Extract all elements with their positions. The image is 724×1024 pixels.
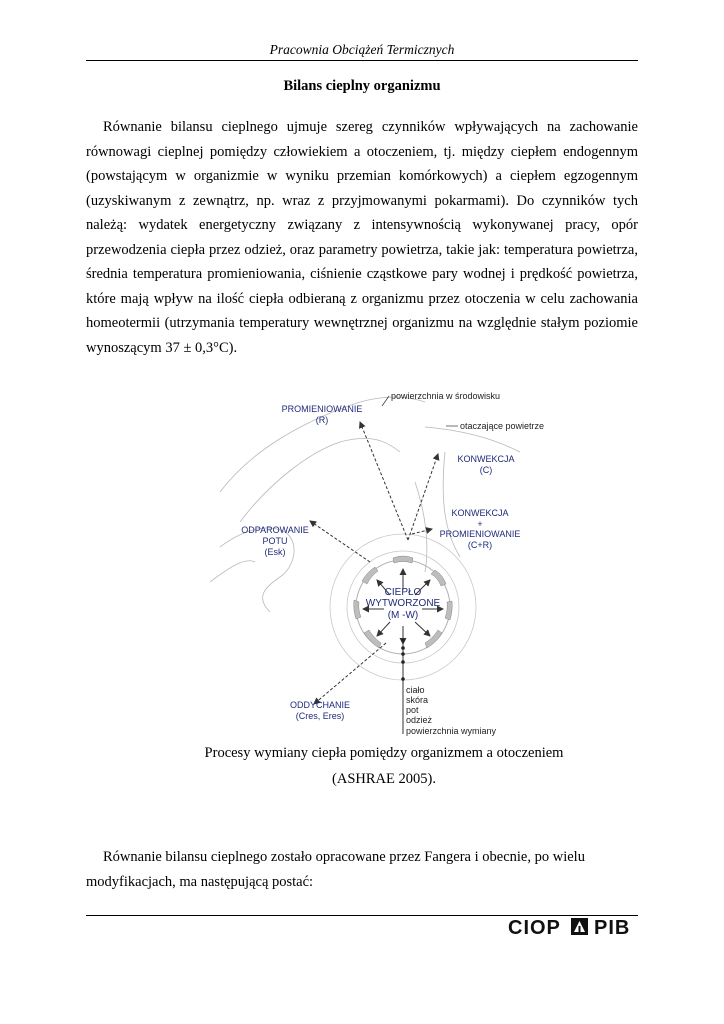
label-radiation: PROMIENIOWANIE	[281, 404, 363, 414]
label-conv-rad-1: KONWEKCJA	[451, 508, 509, 518]
label-respiration: ODDYCHANIE	[289, 700, 351, 710]
arrow-respiration	[314, 643, 386, 704]
logo-ciop-text: CIOP	[508, 917, 561, 937]
label-conv-rad-plus: +	[477, 519, 483, 529]
figure-caption-line1: Procesy wymiany ciepła pomiędzy organizmem a otoczeniem	[204, 745, 564, 761]
layer-indicator	[401, 636, 405, 734]
heat-exchange-diagram	[210, 382, 550, 742]
label-surface-env: powierzchnia w środowisku	[391, 391, 501, 401]
header-divider	[86, 60, 638, 61]
label-radiation-symbol: (R)	[315, 415, 329, 425]
label-conv-rad-symbol: (C+R)	[467, 540, 493, 550]
label-convection: KONWEKCJA	[457, 454, 515, 464]
layer-label-exchange-surface: powierzchnia wymiany	[406, 726, 497, 736]
intro-paragraph: Równanie bilansu cieplnego ujmuje szereg czynników wpływających na zachowanie równowagi cieplnej pomiędzy człowiekiem a otoczeniem, tj. między ciepłem endogennym (powstającym w organizmie w wyniku przemian komórkowych) a ciepłem egzogennym (uzyskiwanym z zewnątrz, np. wraz z przyjmowanymi pokarmami). Do czynników tych należą: wydatek energetyczny związany z intensywnością wykonywanej pracy, opór przewodzenia ciepła przez odzież, oraz parametry powietrza, takie jak: temperatura powietrza, średnia temperatura promieniowania, ciśnienie cząstkowe pary wodnej i prędkość powietrza, które mają wpływ na ilość ciepła odbieraną z organizmu przez otoczenia w celu zachowania homeotermii (utrzymania temperatury wewnętrznej organizmu na względnie stałym poziomie wynoszącym 37 ± 0,3°C).	[86, 119, 638, 356]
arrow-evaporation	[310, 521, 370, 562]
label-heat-1: CIEPŁO	[384, 587, 422, 598]
layer-label-body: ciało	[406, 685, 425, 695]
label-convection-symbol: (C)	[479, 465, 493, 475]
label-respiration-symbol: (Cres, Eres)	[295, 711, 345, 721]
logo-emblem-icon	[571, 918, 588, 935]
label-heat-symbol: (M -W)	[387, 610, 419, 621]
label-surrounding-air: otaczające powietrze	[460, 421, 545, 431]
label-heat-2: WYTWORZONE	[365, 598, 441, 609]
arrow-radiation	[360, 422, 408, 540]
layer-label-clothing: odzież	[406, 715, 433, 725]
label-conv-rad-2: PROMIENIOWANIE	[439, 529, 521, 539]
logo-pib-text: PIB	[594, 917, 631, 937]
ciop-pib-logo	[508, 915, 640, 937]
label-evaporation-1: ODPAROWANIE	[241, 525, 309, 535]
section-title: Bilans cieplny organizmu	[283, 78, 441, 94]
arrow-convection	[408, 454, 438, 540]
label-evaporation-2: POTU	[262, 536, 288, 546]
layer-label-skin: skóra	[406, 695, 429, 705]
layer-label-sweat: pot	[406, 705, 419, 715]
figure-caption-line2: (ASHRAE 2005).	[332, 771, 436, 787]
fanger-paragraph: Równanie bilansu cieplnego zostało opracowane przez Fangera i obecnie, po wielu modyfikacjach, ma następującą postać:	[86, 849, 585, 890]
label-evaporation-symbol: (Esk)	[264, 547, 286, 557]
page-header-title: Pracownia Obciążeń Termicznych	[269, 42, 455, 57]
arrow-conv-rad	[412, 529, 432, 534]
